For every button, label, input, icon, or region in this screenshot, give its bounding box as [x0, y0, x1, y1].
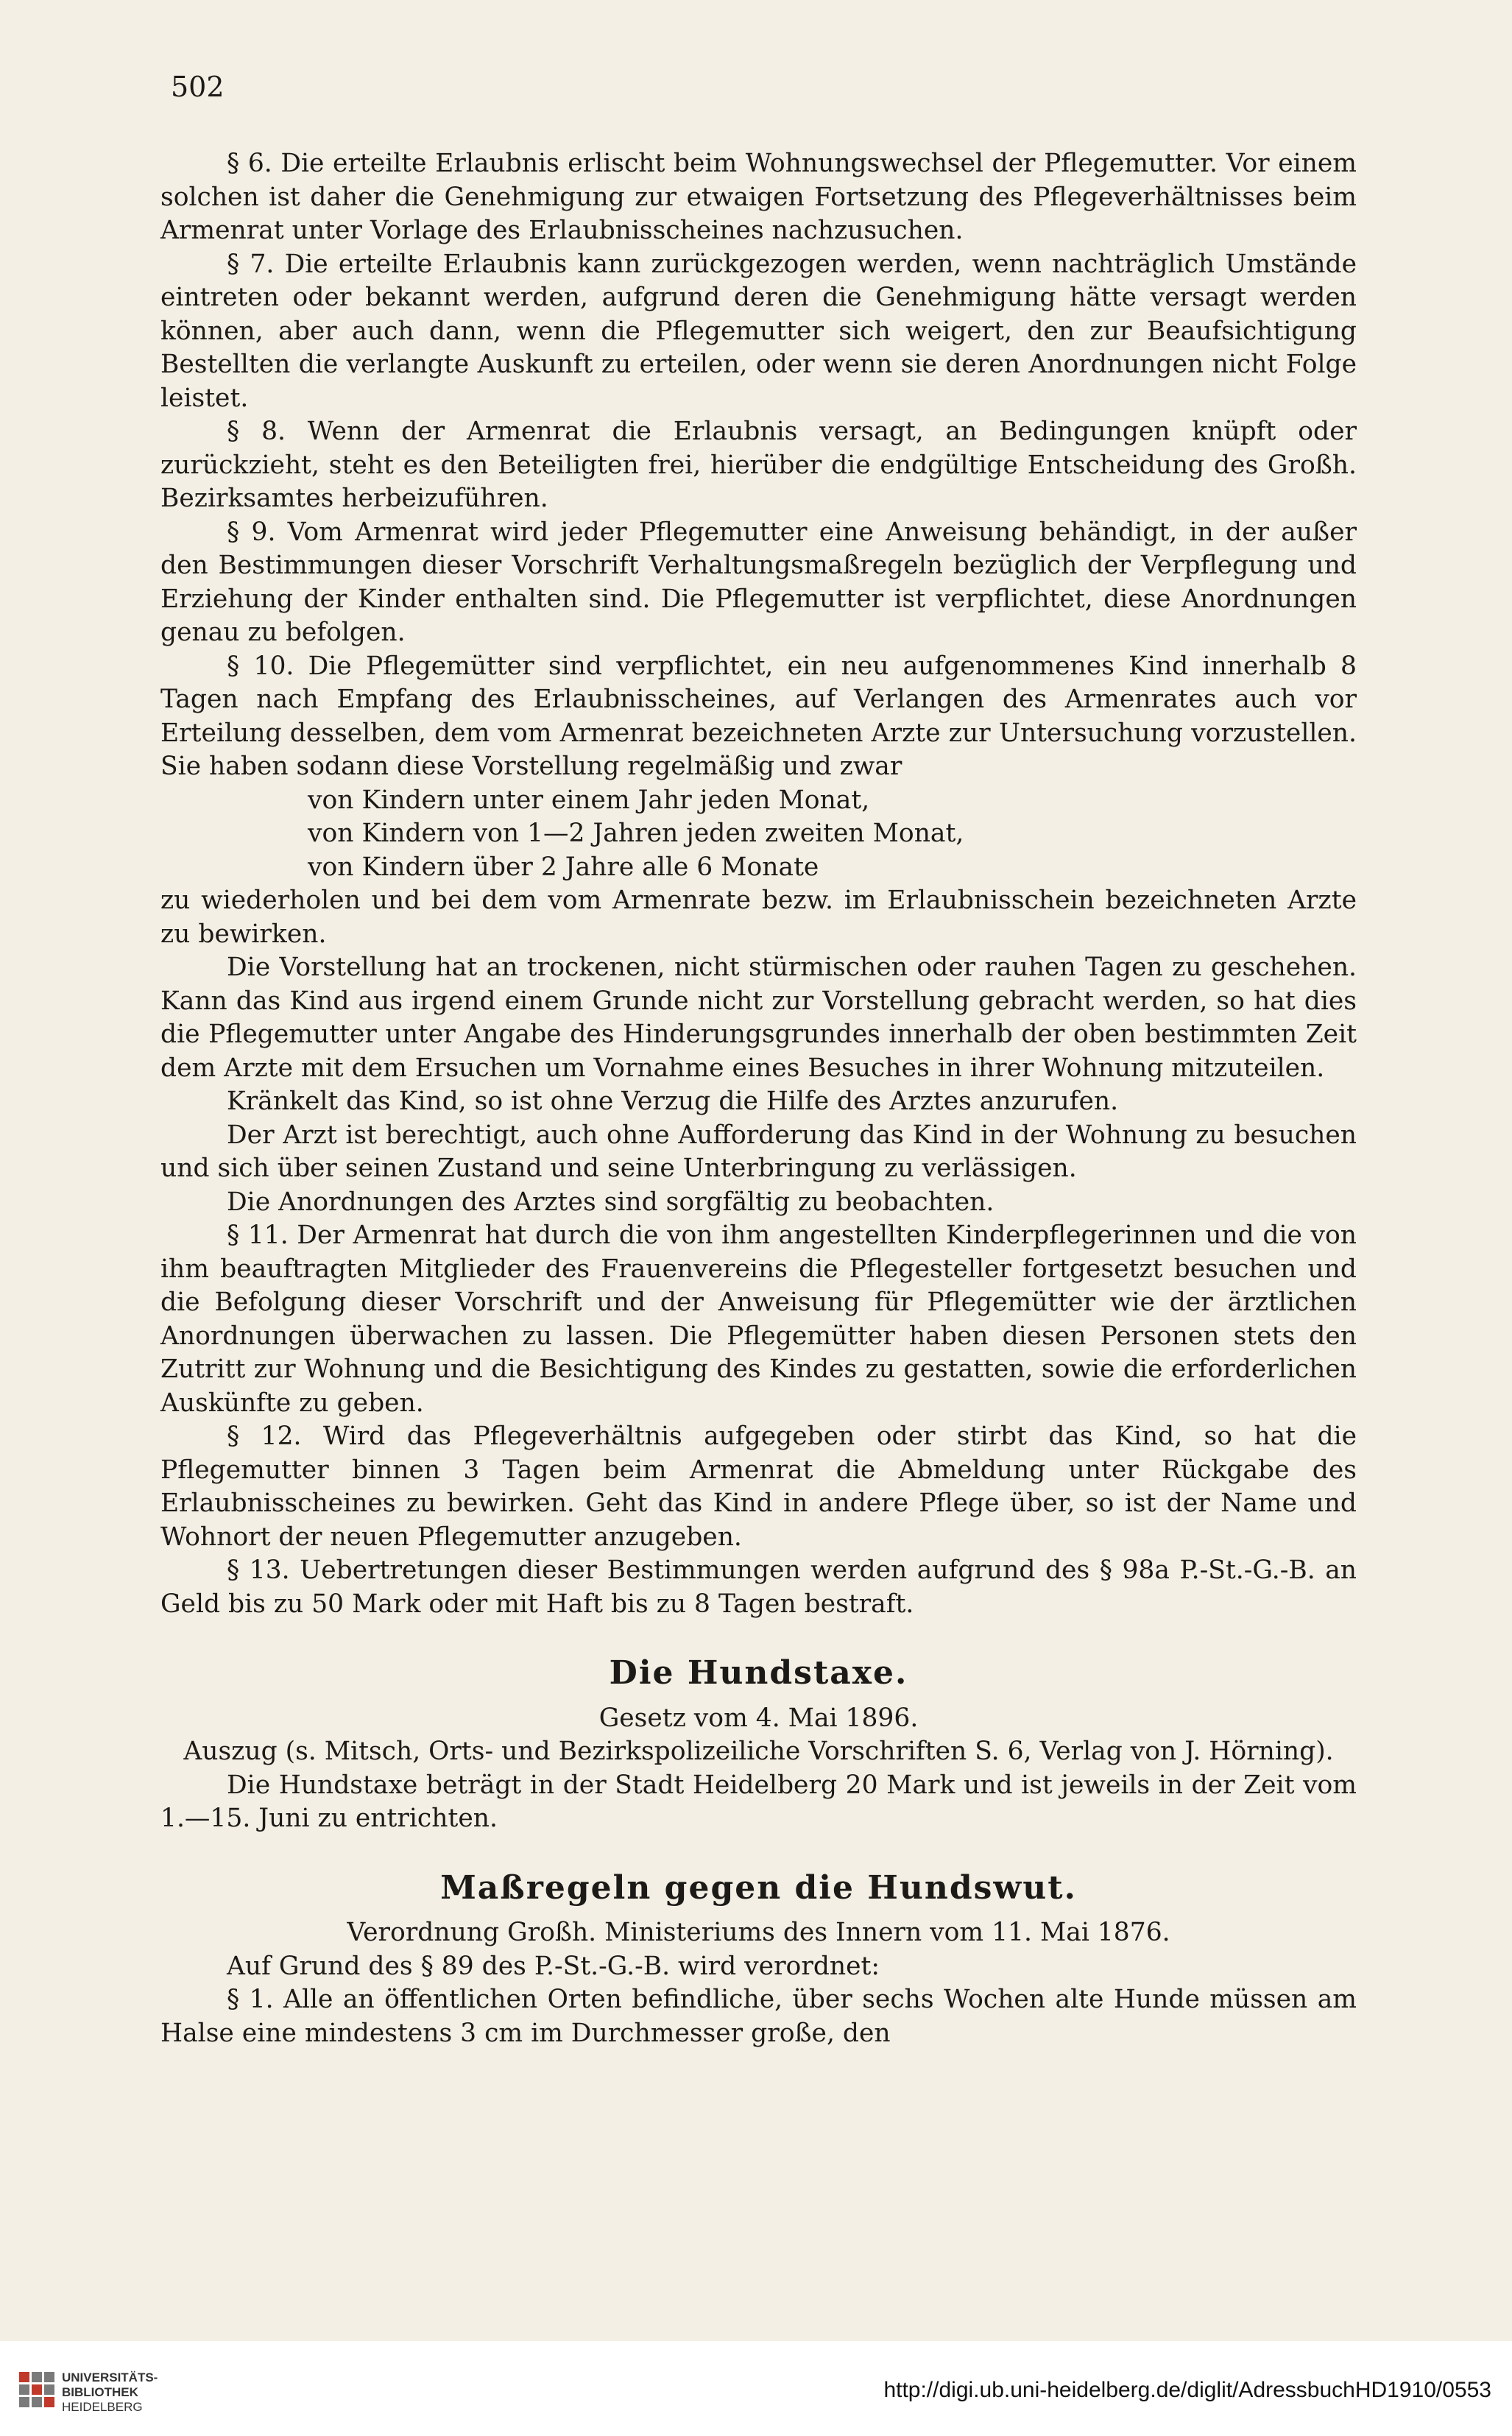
- paragraph-continuation: zu wiederholen und bei dem vom Armenrate bezw. im Erlaubnisschein bezeichneten Arzte zu bewirken.: [160, 886, 1357, 949]
- decree-intro: Auf Grund des § 89 des P.-St.-G.-B. wird verordnet:: [227, 1951, 880, 1981]
- paragraph-s12: § 12. Wird das Pflegeverhältnis aufgegeben oder stirbt das Kind, so hat die Pflegemutter binnen 3 Tagen beim Armenrat die Abmeldung unter Rückgabe des Erlaubnisscheines zu bewirken. Geht das Kind in andere Pflege über, so ist der Name und Wohnort der neuen Pflegemutter anzugeben.: [160, 1422, 1357, 1552]
- logo-line: UNIVERSITÄTS-: [62, 2370, 158, 2384]
- document-body: [160, 147, 1357, 2050]
- paragraph-s6: § 6. Die erteilte Erlaubnis erlischt beim Wohnungswechsel der Pflegemutter. Vor einem solchen ist daher die Genehmigung zur etwaigen Fortsetzung des Pflegeverhältnisses beim Armenrat unter Vorlage des Erlaubnisscheines nachzusuchen.: [160, 149, 1357, 245]
- paragraph-doctor-rights: Der Arzt ist berechtigt, auch ohne Aufforderung das Kind in der Wohnung zu besuchen und sich über seinen Zustand und seine Unterbringung zu verlässigen.: [160, 1120, 1357, 1183]
- university-library-logo: [18, 2363, 194, 2422]
- paragraph-s7: § 7. Die erteilte Erlaubnis kann zurückgezogen werden, wenn nachträglich Umstände eintreten oder bekannt werden, aufgrund deren die Genehmigung hätte versagt werden können, aber auch dann, wenn die Pflegemutter sich weigert, den zur Beaufsichtigung Bestellten die verlangte Auskunft zu erteilen, oder wenn sie deren Anordnungen nicht Folge leistet.: [160, 249, 1357, 413]
- paragraph-s10: § 10. Die Pflegemütter sind verpflichtet, ein neu aufgenommenes Kind innerhalb 8 Tagen nach Empfang des Erlaubnisscheines, auf Verlangen des Armenrates auch vor Erteilung desselben, dem vom Armenrat bezeichneten Arzte zur Untersuchung vorzustellen. Sie haben sodann diese Vorstellung regelmäßig und zwar: [160, 651, 1357, 781]
- footer-bar: [0, 2341, 1512, 2436]
- paragraph-illness: Kränkelt das Kind, so ist ohne Verzug die Hilfe des Arztes anzurufen.: [227, 1087, 1119, 1116]
- source-reference: Auszug (s. Mitsch, Orts- und Bezirkspolizeiliche Vorschriften S. 6, Verlag von J. Hörning).: [183, 1737, 1334, 1766]
- logo-line: BIBLIOTHEK: [62, 2385, 138, 2399]
- visit-line: von Kindern von 1—2 Jahren jeden zweiten Monat,: [308, 819, 964, 848]
- visit-schedule: [160, 784, 1357, 885]
- section-title-hundstaxe: Die Hundstaxe.: [609, 1654, 908, 1692]
- paragraph-hundstaxe: Die Hundstaxe beträgt in der Stadt Heidelberg 20 Mark und ist jeweils in der Zeit vom 1.—15. Juni zu entrichten.: [160, 1770, 1357, 1833]
- paragraph-s8: § 8. Wenn der Armenrat die Erlaubnis versagt, an Bedingungen knüpft oder zurückzieht, steht es den Beteiligten frei, hierüber die endgültige Entscheidung des Großh. Bezirksamtes herbeizuführen.: [160, 417, 1357, 513]
- paragraph-hundswut-s1: § 1. Alle an öffentlichen Orten befindliche, über sechs Wochen alte Hunde müssen am Halse eine mindestens 3 cm im Durchmesser große, den: [160, 1985, 1357, 2048]
- library-seal-icon: [18, 2370, 56, 2415]
- visit-line: von Kindern unter einem Jahr jeden Monat,: [308, 785, 870, 815]
- permalink-url[interactable]: http://digi.ub.uni-heidelberg.de/diglit/AdressbuchHD1910/0553: [883, 2378, 1491, 2402]
- paragraph-s13: § 13. Uebertretungen dieser Bestimmungen werden aufgrund des § 98a P.-St.-G.-B. an Geld bis zu 50 Mark oder mit Haft bis zu 8 Tagen bestraft.: [160, 1556, 1357, 1619]
- paragraph-s9: § 9. Vom Armenrat wird jeder Pflegemutter eine Anweisung behändigt, in der außer den Bestimmungen dieser Vorschrift Verhaltungsmaßregeln bezüglich der Verpflegung und Erziehung der Kinder enthalten sind. Die Pflegemutter ist verpflichtet, diese Anordnungen genau zu befolgen.: [160, 517, 1357, 647]
- visit-line: von Kindern über 2 Jahre alle 6 Monate: [308, 852, 819, 882]
- decree-reference: Verordnung Großh. Ministeriums des Innern vom 11. Mai 1876.: [347, 1918, 1170, 1947]
- paragraph-s11: § 11. Der Armenrat hat durch die von ihm angestellten Kinderpflegerinnen und die von ihm beauftragten Mitglieder des Frauenvereins die Pflegesteller fortgesetzt besuchen und die Befolgung dieser Vorschrift und der Anweisung für Pflegemütter wie der ärztlichen Anordnungen überwachen zu lassen. Die Pflegemütter haben diesen Personen stets den Zutritt zur Wohnung und die Besichtigung des Kindes zu gestatten, sowie die erforderlichen Auskünfte zu geben.: [160, 1221, 1357, 1418]
- logo-line: HEIDELBERG: [62, 2400, 143, 2414]
- page-number: 502: [171, 71, 225, 103]
- paragraph-doctor-orders: Die Anordnungen des Arztes sind sorgfältig zu beobachten.: [227, 1187, 995, 1217]
- paragraph-presentation: Die Vorstellung hat an trockenen, nicht stürmischen oder rauhen Tagen zu geschehen. Kann das Kind aus irgend einem Grunde nicht zur Vorstellung gebracht werden, so hat dies die Pflegemutter unter Angabe des Hinderungsgrundes innerhalb der oben bestimmten Zeit dem Arzte mit dem Ersuchen um Vornahme eines Besuches in ihrer Wohnung mitzuteilen.: [160, 953, 1357, 1083]
- law-reference: Gesetz vom 4. Mai 1896.: [598, 1703, 919, 1733]
- section-title-hundswut: Maßregeln gegen die Hundswut.: [440, 1868, 1077, 1907]
